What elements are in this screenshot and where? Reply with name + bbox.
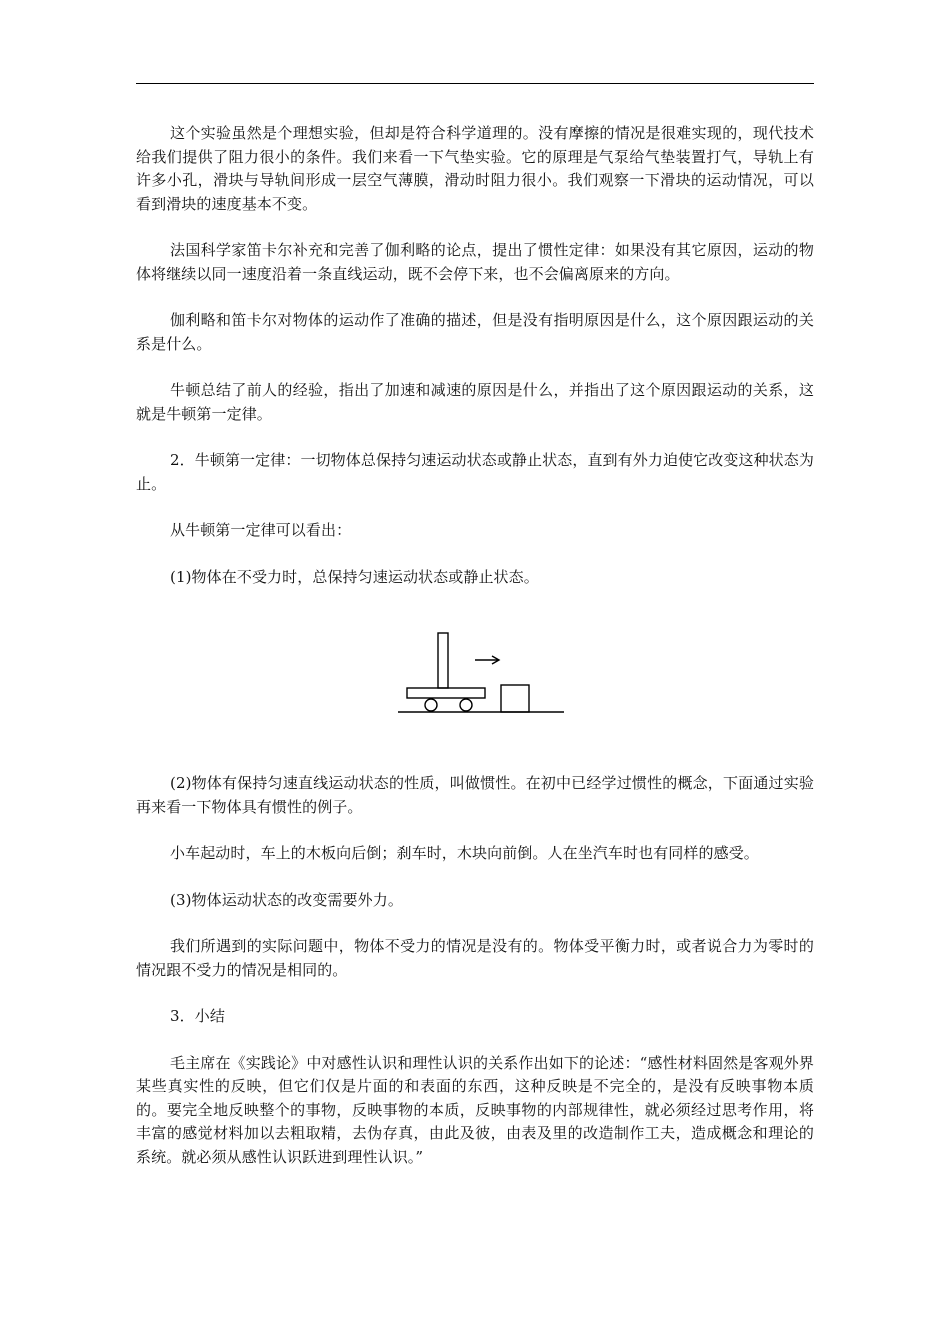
paragraph-point-3: (3)物体运动状态的改变需要外力。 (170, 890, 403, 909)
upright-board (438, 633, 448, 688)
paragraph-from-first-law: 从牛顿第一定律可以看出： (170, 521, 352, 539)
document-body (136, 122, 814, 1192)
cart-with-board-and-block-diagram (136, 612, 814, 762)
inertia-figure-svg (136, 612, 814, 762)
paragraph-practice-quote: 毛主席在《实践论》中对感性认识和理性认识的关系作出如下的论述：“感性材料固然是客观外界某些真实性的反映，但它们仅是片面的和表面的东西，这种反映是不完全的，是没有反映事物本质的。要完全地反映整个的事物，反映事物的本质，反映事物的内部规律性，就必须经过思考作用，将丰富的感觉材料加以去粗取精，去伪存真，由此及彼，由表及里的改造制作工夫，造成概念和理论的系统。就必须从感性认识跃进到理性认识。” (136, 1053, 814, 1166)
cart-wheel-left (425, 699, 437, 711)
paragraph-first-law: 2．牛顿第一定律：一切物体总保持匀速运动状态或静止状态，直到有外力迫使它改变这种状态为止。 (136, 451, 814, 493)
cart-wheel-right (460, 699, 472, 711)
paragraph-summary-heading: 3．小结 (170, 1007, 225, 1025)
wooden-block (501, 685, 529, 712)
paragraph-descartes: 法国科学家笛卡尔补充和完善了伽利略的论点，提出了惯性定律：如果没有其它原因，运动的物体将继续以同一速度沿着一条直线运动，既不会停下来，也不会偏离原来的方向。 (136, 241, 814, 283)
paragraph-balanced-forces: 我们所遇到的实际问题中，物体不受力的情况是没有的。物体受平衡力时，或者说合力为零时的情况跟不受力的情况是相同的。 (136, 937, 814, 979)
paragraph-newton-summary: 牛顿总结了前人的经验，指出了加速和减速的原因是什么，并指出了这个原因跟运动的关系，这就是牛顿第一定律。 (136, 381, 814, 423)
header-rule (136, 83, 814, 84)
paragraph-point-1: (1)物体在不受力时，总保持匀速运动状态或静止状态。 (170, 567, 539, 586)
paragraph-cart-example: 小车起动时，车上的木板向后倒；刹车时，木块向前倒。人在坐汽车时也有同样的感受。 (170, 844, 759, 862)
paragraph-point-2: (2)物体有保持匀速直线运动状态的性质，叫做惯性。在初中已经学过惯性的概念，下面通过实验再来看一下物体具有惯性的例子。 (136, 774, 814, 816)
paragraph-ideal-experiment: 这个实验虽然是个理想实验，但却是符合科学道理的。没有摩擦的情况是很难实现的，现代技术给我们提供了阻力很小的条件。我们来看一下气垫实验。它的原理是气泵给气垫装置打气，导轨上有许多小孔，滑块与导轨间形成一层空气薄膜，滑动时阻力很小。我们观察一下滑块的运动情况，可以看到滑块的速度基本不变。 (136, 124, 814, 213)
cart-body (407, 688, 485, 698)
paragraph-galileo-descartes: 伽利略和笛卡尔对物体的运动作了准确的描述，但是没有指明原因是什么，这个原因跟运动的关系是什么。 (136, 311, 814, 353)
